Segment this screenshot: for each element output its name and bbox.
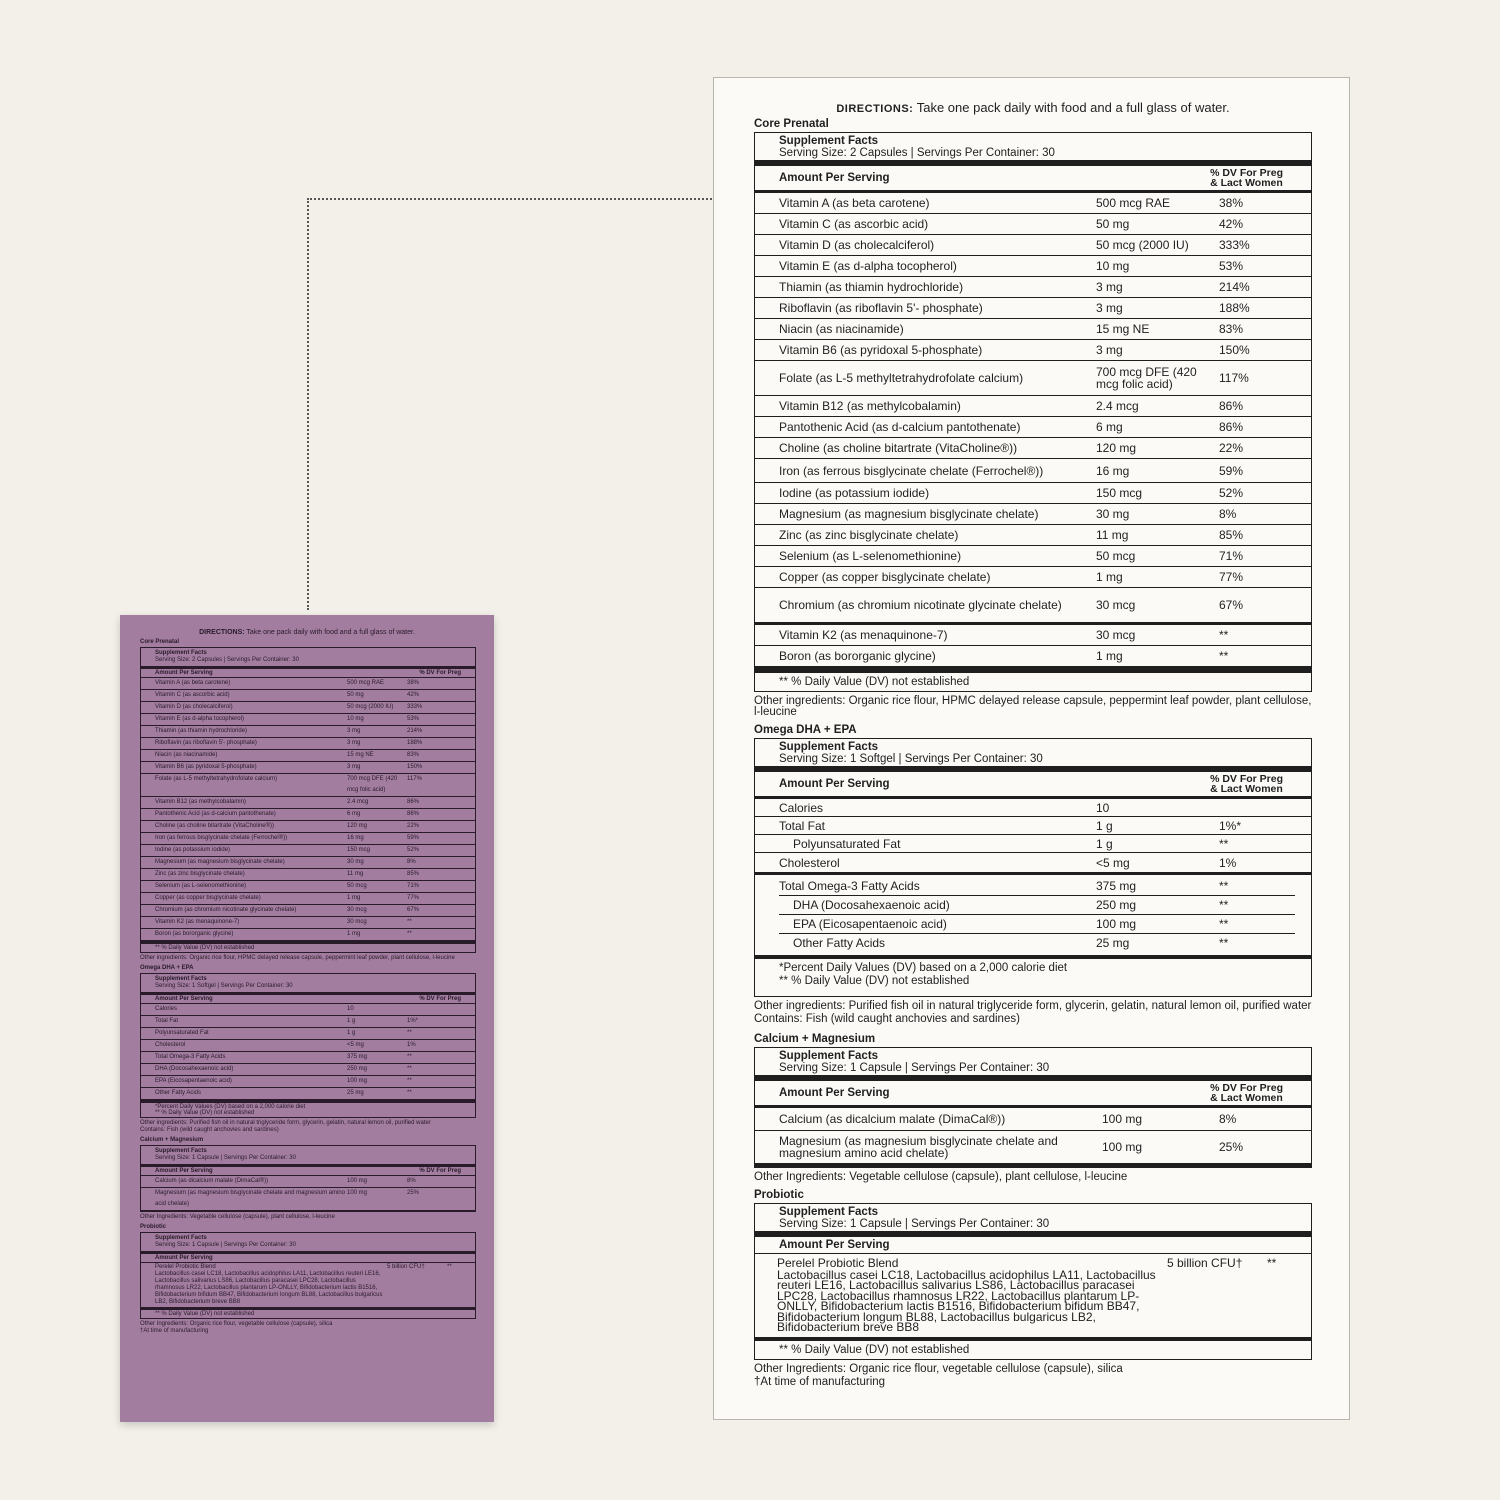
calmag-facts-header: Supplement Facts Serving Size: 1 Capsule | Servings Per Container: 30 [755, 1048, 1311, 1081]
probiotic-blend-name: Perelel Probiotic Blend [777, 1256, 899, 1270]
nutrient-dv: 71% [1219, 549, 1244, 563]
core-nutrient-row [755, 277, 1311, 298]
nutrient-name: Vitamin B12 (as methylcobalamin) [779, 399, 961, 413]
nutrient-amount: 3 mg [1096, 301, 1123, 315]
core-nutrient-row [755, 235, 1311, 256]
nutrient-amount: 150 mcg [1096, 486, 1143, 500]
nutrient-dv: ** [1219, 628, 1229, 642]
mini-core-table: Supplement Facts Serving Size: 2 Capsules | Servings Per Container: 30 Amount Per Serving % DV For Preg Vitamin A (as beta carotene) 500 mcg RAE 38% Vitamin C (as ascorbic acid) 50 mg 42% Vitamin D (as cholecalciferol) 50 mcg (2000 IU) 333% Vitamin E (as d-alpha tocopherol) 10 mg 53% Thiamin (as thiamin hydrochloride) 3 mg 214% Riboflavin (as riboflavin 5'- phosphate) 3 mg 188% Niacin (as niacinamide) 15 mg NE 83% Vitamin B6 (as pyridoxal 5-phosphate) 3 mg 150% Folate (as L-5 methyltetrahydrofolate calcium) 700 mcg DFE (420 mcg folic acid) 117% Vitamin B12 (as methylcobalamin) 2.4 mcg 86% Pantothenic Acid (as d-calcium pantothenate) 6 mg 86% Choline (as choline bitartrate (VitaCholine®)) 120 mg 22% Iron (as ferrous bisglycinate chelate (Ferrochel®)) 16 mg 59% Iodine (as potassium iodide) 150 mcg 52% Magnesium (as magnesium bisglycinate chelate) 30 mg 8% Zinc (as zinc bisglycinate chelate) 11 mg 85% Selenium (as L-selenomethionine) 50 mcg 71% Copper (as copper bisglycinate chelate) 1 mg 77% Chromium (as chromium nicotinate glycinate chelate) 30 mcg 67% Vitamin K2 (as menaquinone-7) 30 mcg ** Boron (as bororganic glycine) 1 mg ** ** % Daily Value (DV) not established [140, 647, 476, 953]
mini-calmag-other: Other Ingredients: Vegetable cellulose (capsule), plant cellulose, l-leucine [140, 1214, 335, 1220]
nutrient-dv: 59% [1219, 463, 1244, 478]
nutrient-name: Copper (as copper bisglycinate chelate) [779, 570, 991, 584]
nutrient-dv: 86% [1219, 420, 1244, 434]
core-nutrient-row [755, 214, 1311, 235]
nutrient-dv: 38% [1219, 196, 1244, 210]
nutrient-amount: 11 mg [1096, 528, 1129, 542]
nutrient-dv: 188% [1219, 301, 1250, 315]
nutrient-name: Thiamin (as thiamin hydrochloride) [779, 280, 964, 294]
core-footnote: ** % Daily Value (DV) not established [755, 669, 1311, 691]
mini-nutrient-row: Iron (as ferrous bisglycinate chelate (Ferrochel®)) 16 mg 59% [141, 833, 475, 845]
nutrient-amount: 50 mg [1096, 217, 1130, 231]
omega-nutrient-row [755, 817, 1311, 835]
nutrient-dv: 1%* [1219, 818, 1242, 833]
nutrient-amount: 1 mg [1096, 649, 1123, 663]
nutrient-dv: ** [1219, 936, 1229, 950]
core-nutrient-row [755, 646, 1311, 669]
calmag-title: Calcium + Magnesium [754, 1033, 876, 1045]
nutrient-name: Folate (as L-5 methyltetrahydrofolate calcium) [779, 371, 1024, 385]
probiotic-blend-list: Lactobacillus casei LC18, Lactobacillus acidophilus LA11, Lactobacillus reuteri LE16, Lactobacillus salivarius LS86, Lactobacillus paracasei LPC28, Lactobacillus rhamnosus LR22, Lactobacillus plantarum LP-ONLLY, Bifidobacterium lactis B1516, Bifidobacterium bifidum BB47, Bifidobacterium longum BL88, Lactobacillus bulgaricus LB2, Bifidobacterium breve BB8 [777, 1267, 1156, 1334]
mini-nutrient-row: Other Fatty Acids 25 mg ** [141, 1088, 475, 1100]
omega-nutrient-row [755, 853, 1311, 875]
nutrient-name: EPA (Eicosapentaenoic acid) [793, 917, 947, 931]
mini-probiotic-title: Probiotic [140, 1224, 167, 1230]
nutrient-name: Choline (as choline bitartrate (VitaCholine®)) [779, 441, 1018, 455]
mini-nutrient-row: Copper (as copper bisglycinate chelate) 1 mg 77% [141, 893, 475, 905]
calmag-table [754, 1047, 1312, 1168]
nutrient-name: Vitamin K2 (as menaquinone-7) [779, 628, 948, 642]
nutrient-name: Vitamin E (as d-alpha tocopherol) [779, 259, 957, 273]
mini-nutrient-row: Vitamin B12 (as methylcobalamin) 2.4 mcg 86% [141, 797, 475, 809]
omega-title: Omega DHA + EPA [754, 724, 857, 736]
mini-nutrient-row: EPA (Eicosapentaenoic acid) 100 mg ** [141, 1076, 475, 1088]
nutrient-dv: 77% [1219, 570, 1244, 584]
mini-nutrient-row: Total Fat 1 g 1%* [141, 1016, 475, 1028]
mini-nutrient-row: Boron (as bororganic glycine) 1 mg ** [141, 929, 475, 941]
mini-nutrient-row: Magnesium (as magnesium bisglycinate chelate) 30 mg 8% [141, 857, 475, 869]
omega-nutrient-row [755, 835, 1311, 853]
nutrient-name: Niacin (as niacinamide) [779, 322, 904, 336]
nutrient-amount: 30 mcg [1096, 598, 1136, 612]
mini-nutrient-row: Choline (as choline bitartrate (VitaCholine®)) 120 mg 22% [141, 821, 475, 833]
nutrient-name: DHA (Docosahexaenoic acid) [793, 898, 950, 912]
core-prenatal-table [754, 132, 1312, 692]
nutrient-dv: 25% [1219, 1140, 1244, 1154]
mini-nutrient-row: Vitamin B6 (as pyridoxal 5-phosphate) 3 mg 150% [141, 762, 475, 774]
mini-nutrient-row: Chromium (as chromium nicotinate glycinate chelate) 30 mcg 67% [141, 905, 475, 917]
omega-fatty-acid-row [755, 896, 1311, 914]
core-nutrient-row [755, 396, 1311, 417]
nutrient-amount: 100 mg [1096, 917, 1137, 931]
probiotic-table [754, 1203, 1312, 1360]
omega-table [754, 738, 1312, 997]
connector-line-vertical [307, 198, 309, 610]
nutrient-name: Other Fatty Acids [793, 936, 886, 950]
core-nutrient-row [755, 625, 1311, 646]
nutrient-amount: 30 mcg [1096, 628, 1136, 642]
nutrient-dv: 42% [1219, 217, 1244, 231]
nutrient-name: Vitamin C (as ascorbic acid) [779, 217, 929, 231]
nutrient-dv: ** [1219, 879, 1229, 893]
nutrient-amount: 16 mg [1096, 463, 1130, 478]
core-nutrient-row [755, 193, 1311, 214]
mini-calmag-table: Supplement Facts Serving Size: 1 Capsule | Servings Per Container: 30 Amount Per Serving % DV For Preg Calcium (as dicalcium malate (DimaCal®)) 100 mg 8% Magnesium (as magnesium bisglycinate chelate and magnesium amino acid chelate) 100 mg 25% [140, 1145, 476, 1212]
nutrient-amount: 500 mcg RAE [1096, 196, 1171, 210]
nutrient-amount: 375 mg [1096, 879, 1137, 893]
mini-probiotic-table: Supplement Facts Serving Size: 1 Capsule | Servings Per Container: 30 Amount Per Serving Perelel Probiotic Blend Lactobacillus casei LC18, Lactobacillus acidophilus LA11, Lactobacillus reuteri LE16, Lactobacillus salivarius LS86, Lactobacillus paracasei LPC28, Lactobacillus rhamnosus LR22, Lactobacillus plantarum LP-ONLLY, Bifidobacterium lactis B1516, Bifidobacterium bifidum BB47, Bifidobacterium longum BL88, Lactobacillus bulgaricus LB2, Bifidobacterium breve BB8 5 billion CFU† ** ** % Daily Value (DV) not established [140, 1232, 476, 1319]
core-nutrient-row [755, 459, 1311, 483]
probiotic-footnote: ** % Daily Value (DV) not established [755, 1337, 1311, 1359]
core-nutrient-row [755, 504, 1311, 525]
omega-fatty-acid-row [755, 934, 1311, 952]
nutrient-name: Pantothenic Acid (as d-calcium pantothenate) [779, 420, 1021, 434]
mini-omega-title: Omega DHA + EPA [140, 965, 194, 971]
mini-nutrient-row: Riboflavin (as riboflavin 5'- phosphate) 3 mg 188% [141, 738, 475, 750]
mini-nutrient-row: Niacin (as niacinamide) 15 mg NE 83% [141, 750, 475, 762]
nutrient-dv: 22% [1219, 441, 1244, 455]
nutrient-dv: 86% [1219, 399, 1244, 413]
nutrient-name: Riboflavin (as riboflavin 5'- phosphate) [779, 301, 983, 315]
nutrient-name: Total Omega-3 Fatty Acids [779, 879, 920, 893]
mini-omega-other: Other ingredients: Purified fish oil in natural triglyceride form, glycerin, gelatin, natural lemon oil, purified water Contains: Fish (wild caught anchovies and sardines) [140, 1120, 431, 1133]
nutrient-name: Magnesium (as magnesium bisglycinate chelate) [779, 507, 1039, 521]
mini-label-card: DIRECTIONS: Take one pack daily with food and a full glass of water. Core Prenatal Supplement Facts Serving Size: 2 Capsules | Servings Per Container: 30 Amount Per Serving % DV For Preg Vitamin A (as beta carotene) 500 mcg RAE 38% Vitamin C (as ascorbic acid) 50 mg 42% Vitamin D (as cholecalciferol) 50 mcg (2000 IU) 333% Vitamin E (as d-alpha tocopherol) 10 mg 53% Thiamin (as thiamin hydrochloride) 3 mg 214% Riboflavin (as riboflavin 5'- phosphate) 3 mg 188% Niacin (as niacinamide) 15 mg NE 83% Vitamin B6 (as pyridoxal 5-phosphate) 3 mg 150% Folate (as L-5 methyltetrahydrofolate calcium) 700 mcg DFE (420 mcg folic acid) 117% Vitamin B12 (as methylcobalamin) 2.4 mcg 86% Pantothenic Acid (as d-calcium pantothenate) 6 mg 86% Choline (as choline bitartrate (VitaCholine®)) 120 mg 22% Iron (as ferrous bisglycinate chelate (Ferrochel®)) 16 mg 59% Iodine (as potassium iodide) 150 mcg 52% Magnesium (as magnesium bisglycinate chelate) 30 mg 8% Zinc (as zinc bisglycinate chelate) 11 mg 85% Selenium (as L-selenomethionine) 50 mcg 71% Copper (as copper bisglycinate chelate) 1 mg 77% Chromium (as chromium nicotinate glycinate chelate) 30 mcg 67% Vitamin K2 (as menaquinone-7) 30 mcg ** Boron (as bororganic glycine) 1 mg ** ** % Daily Value (DV) not established Other ingredients: Organic rice flour, HPMC delayed release capsule, peppermint leaf powder, plant cellulose, l-leucine Omega DHA + EPA Supplement Facts Serving Size: 1 Softgel | Servings Per Container: 30 Amount Per Serving % DV For Preg Calories 10 Total Fat 1 g 1%* Polyunsaturated Fat 1 g ** Cholesterol <5 mg 1% Total Omega-3 Fatty Acids 375 mg ** DHA (Docosahexaenoic acid) 250 mg ** EPA (Eicosapentaenoic acid) 100 mg ** Other Fatty Acids 25 mg ** *Percent Daily Values (DV) based on a 2,000 calorie diet ** % Daily Value (DV) not established Other ingredients: Purified fish oil in natural triglyceride form, glycerin, gelatin, natural lemon oil, purified water Contains: Fish (wild caught anchovies and sardines) Calcium + Magnesium Supplement Facts Serving Size: 1 Capsule | Servings Per Container: 30 Amount Per Serving % DV For Preg Calcium (as dicalcium malate (DimaCal®)) 100 mg 8% Magnesium (as magnesium bisglycinate chelate and magnesium amino acid chelate) 100 mg 25% Other Ingredients: Vegetable cellulose (capsule), plant cellulose, l-leucine Probiotic Supplement Facts Serving Size: 1 Capsule | Servings Per Container: 30 Amount Per Serving Perelel Probiotic Blend Lactobacillus casei LC18, Lactobacillus acidophilus LA11, Lactobacillus reuteri LE16, Lactobacillus salivarius LS86, Lactobacillus paracasei LPC28, Lactobacillus rhamnosus LR22, Lactobacillus plantarum LP-ONLLY, Bifidobacterium lactis B1516, Bifidobacterium bifidum BB47, Bifidobacterium longum BL88, Lactobacillus bulgaricus LB2, Bifidobacterium breve BB8 5 billion CFU† ** ** % Daily Value (DV) not established Other Ingredients: Organic rice flour, vegetable cellulose (capsule), silica †At time of manufacturing [120, 615, 494, 1422]
nutrient-name: Vitamin D (as cholecalciferol) [779, 238, 935, 252]
nutrient-name: Calories [779, 800, 824, 815]
mini-nutrient-row: Vitamin C (as ascorbic acid) 50 mg 42% [141, 690, 475, 702]
core-nutrient-row [755, 567, 1311, 588]
nutrient-name: Calcium (as dicalcium malate (DimaCal®)) [779, 1112, 1006, 1126]
nutrient-name: Selenium (as L-selenomethionine) [779, 549, 962, 563]
nutrient-dv: 85% [1219, 528, 1244, 542]
nutrient-name: Boron (as bororganic glycine) [779, 649, 936, 663]
mini-nutrient-row: Vitamin A (as beta carotene) 500 mcg RAE 38% [141, 678, 475, 690]
nutrient-amount: 15 mg NE [1096, 322, 1150, 336]
mini-nutrient-row: Selenium (as L-selenomethionine) 50 mcg 71% [141, 881, 475, 893]
nutrient-name: Total Fat [779, 818, 826, 833]
omega-footnote: *Percent Daily Values (DV) based on a 2,000 calorie diet ** % Daily Value (DV) not established [755, 955, 1311, 990]
nutrient-dv: 67% [1219, 598, 1244, 612]
probiotic-amount-header: Amount Per Serving [755, 1237, 1311, 1254]
core-nutrient-row [755, 546, 1311, 567]
omega-facts-header: Supplement Facts Serving Size: 1 Softgel | Servings Per Container: 30 [755, 739, 1311, 772]
nutrient-name: Vitamin B6 (as pyridoxal 5-phosphate) [779, 343, 983, 357]
probiotic-amount: 5 billion CFU† [1167, 1256, 1243, 1270]
nutrient-dv: 8% [1219, 1112, 1237, 1126]
nutrient-amount: 100 mg [1102, 1140, 1143, 1154]
omega-amount-header: Amount Per Serving % DV For Preg & Lact Women [755, 772, 1311, 799]
mini-nutrient-row: Polyunsaturated Fat 1 g ** [141, 1028, 475, 1040]
core-nutrient-row [755, 319, 1311, 340]
nutrient-amount: <5 mg [1096, 855, 1130, 870]
supplement-label-panel [713, 77, 1350, 1420]
mini-nutrient-row: Folate (as L-5 methyltetrahydrofolate calcium) 700 mcg DFE (420 mcg folic acid) 117% [141, 774, 475, 797]
probiotic-other-ingredients: Other Ingredients: Organic rice flour, vegetable cellulose (capsule), silica †At time of manufacturing [754, 1362, 1123, 1388]
core-nutrient-row [755, 438, 1311, 459]
calmag-amount-header: Amount Per Serving % DV For Preg & Lact Women [755, 1081, 1311, 1108]
mini-nutrient-row: Cholesterol <5 mg 1% [141, 1040, 475, 1052]
nutrient-name: Polyunsaturated Fat [793, 836, 901, 851]
nutrient-dv: ** [1219, 898, 1229, 912]
nutrient-dv: 1% [1219, 855, 1237, 870]
nutrient-amount: 250 mg [1096, 898, 1137, 912]
core-facts-header: Supplement Facts Serving Size: 2 Capsules | Servings Per Container: 30 [755, 133, 1311, 166]
mini-nutrient-row: Thiamin (as thiamin hydrochloride) 3 mg 214% [141, 726, 475, 738]
nutrient-dv: ** [1219, 649, 1229, 663]
connector-line-horizontal [307, 198, 712, 200]
calmag-nutrient-row [755, 1131, 1311, 1163]
core-nutrient-row [755, 483, 1311, 504]
mini-nutrient-row: Calories 10 [141, 1004, 475, 1016]
directions: DIRECTIONS: Take one pack daily with food and a full glass of water. [836, 100, 1230, 115]
nutrient-amount: 30 mg [1096, 507, 1130, 521]
nutrient-amount: 1 g [1096, 836, 1113, 851]
nutrient-amount: 25 mg [1096, 936, 1130, 950]
omega-fatty-acid-row [755, 877, 1311, 895]
mini-nutrient-row: Calcium (as dicalcium malate (DimaCal®)) 100 mg 8% [141, 1176, 475, 1188]
mini-nutrient-row: Zinc (as zinc bisglycinate chelate) 11 mg 85% [141, 869, 475, 881]
mini-nutrient-row: Vitamin E (as d-alpha tocopherol) 10 mg 53% [141, 714, 475, 726]
nutrient-amount: 10 mg [1096, 259, 1130, 273]
nutrient-amount: 2.4 mcg [1096, 399, 1139, 413]
nutrient-name: Chromium (as chromium nicotinate glycinate chelate) [779, 598, 1062, 612]
mini-nutrient-row: Magnesium (as magnesium bisglycinate chelate and magnesium amino acid chelate) 100 mg 25% [141, 1188, 475, 1211]
nutrient-amount: 1 g [1096, 818, 1113, 833]
mini-directions: DIRECTIONS: Take one pack daily with food and a full glass of water. [199, 629, 415, 636]
omega-other-ingredients: Other ingredients: Purified fish oil in natural triglyceride form, glycerin, gelatin, natural lemon oil, purified water Contains: Fish (wild caught anchovies and sardines) [754, 1000, 1312, 1025]
nutrient-amount: 120 mg [1096, 441, 1137, 455]
nutrient-dv: 117% [1219, 371, 1249, 385]
nutrient-name: Magnesium (as magnesium bisglycinate chelate and magnesium amino acid chelate) [779, 1134, 1058, 1160]
core-nutrient-row [755, 361, 1311, 396]
nutrient-dv: 52% [1219, 486, 1244, 500]
omega-nutrient-row [755, 799, 1311, 817]
mini-core-title: Core Prenatal [140, 639, 180, 645]
nutrient-amount: 3 mg [1096, 343, 1123, 357]
nutrient-amount: 100 mg [1102, 1112, 1143, 1126]
nutrient-name: Zinc (as zinc bisglycinate chelate) [779, 528, 959, 542]
nutrient-amount: 10 [1096, 800, 1110, 815]
nutrient-dv: 8% [1219, 507, 1237, 521]
mini-nutrient-row: Pantothenic Acid (as d-calcium pantothenate) 6 mg 86% [141, 809, 475, 821]
core-nutrient-row [755, 417, 1311, 438]
probiotic-blend-row [755, 1254, 1311, 1337]
probiotic-title: Probiotic [754, 1189, 804, 1201]
probiotic-dv: ** [1267, 1256, 1277, 1270]
mini-omega-table: Supplement Facts Serving Size: 1 Softgel | Servings Per Container: 30 Amount Per Serving % DV For Preg Calories 10 Total Fat 1 g 1%* Polyunsaturated Fat 1 g ** Cholesterol <5 mg 1% Total Omega-3 Fatty Acids 375 mg ** DHA (Docosahexaenoic acid) 250 mg ** EPA (Eicosapentaenoic acid) 100 mg ** Other Fatty Acids 25 mg ** *Percent Daily Values (DV) based on a 2,000 calorie diet ** % Daily Value (DV) not established [140, 973, 476, 1118]
core-nutrient-row [755, 588, 1311, 625]
nutrient-name: Cholesterol [779, 855, 840, 870]
core-amount-header: Amount Per Serving % DV For Preg & Lact Women [755, 166, 1311, 193]
nutrient-dv: 150% [1219, 343, 1250, 357]
mini-calmag-title: Calcium + Magnesium [140, 1137, 204, 1143]
mini-nutrient-row: Vitamin K2 (as menaquinone-7) 30 mcg ** [141, 917, 475, 929]
nutrient-dv: ** [1219, 917, 1229, 931]
calmag-other-ingredients: Other Ingredients: Vegetable cellulose (capsule), plant cellulose, l-leucine [754, 1171, 1128, 1183]
core-nutrient-row [755, 298, 1311, 319]
mini-nutrient-row: Vitamin D (as cholecalciferol) 50 mcg (2000 IU) 333% [141, 702, 475, 714]
core-nutrient-row [755, 256, 1311, 277]
mini-nutrient-row: DHA (Docosahexaenoic acid) 250 mg ** [141, 1064, 475, 1076]
core-prenatal-title: Core Prenatal [754, 118, 829, 130]
nutrient-dv: 214% [1219, 280, 1250, 294]
nutrient-amount: 700 mcg DFE (420 mcg folic acid) [1096, 365, 1197, 391]
nutrient-dv: 333% [1219, 238, 1250, 252]
nutrient-amount: 3 mg [1096, 280, 1123, 294]
core-nutrient-row [755, 340, 1311, 361]
nutrient-dv: 83% [1219, 322, 1244, 336]
nutrient-amount: 50 mcg (2000 IU) [1096, 238, 1189, 252]
omega-fatty-acid-row [755, 915, 1311, 933]
nutrient-name: Iodine (as potassium iodide) [779, 486, 930, 500]
nutrient-name: Vitamin A (as beta carotene) [779, 196, 930, 210]
nutrient-dv: ** [1219, 836, 1229, 851]
nutrient-amount: 50 mcg [1096, 549, 1136, 563]
calmag-nutrient-row [755, 1108, 1311, 1131]
core-other-ingredients: Other ingredients: Organic rice flour, HPMC delayed release capsule, peppermint leaf powder, plant cellulose, l-leucine [754, 695, 1312, 718]
nutrient-amount: 1 mg [1096, 570, 1123, 584]
mini-nutrient-row: Total Omega-3 Fatty Acids 375 mg ** [141, 1052, 475, 1064]
nutrient-dv: 53% [1219, 259, 1244, 273]
mini-core-other: Other ingredients: Organic rice flour, HPMC delayed release capsule, peppermint leaf powder, plant cellulose, l-leucine [140, 955, 455, 961]
core-nutrient-row [755, 525, 1311, 546]
nutrient-name: Iron (as ferrous bisglycinate chelate (Ferrochel®)) [779, 463, 1044, 478]
mini-nutrient-row: Iodine (as potassium iodide) 150 mcg 52% [141, 845, 475, 857]
nutrient-amount: 6 mg [1096, 420, 1123, 434]
probiotic-facts-header: Supplement Facts Serving Size: 1 Capsule | Servings Per Container: 30 [755, 1204, 1311, 1237]
